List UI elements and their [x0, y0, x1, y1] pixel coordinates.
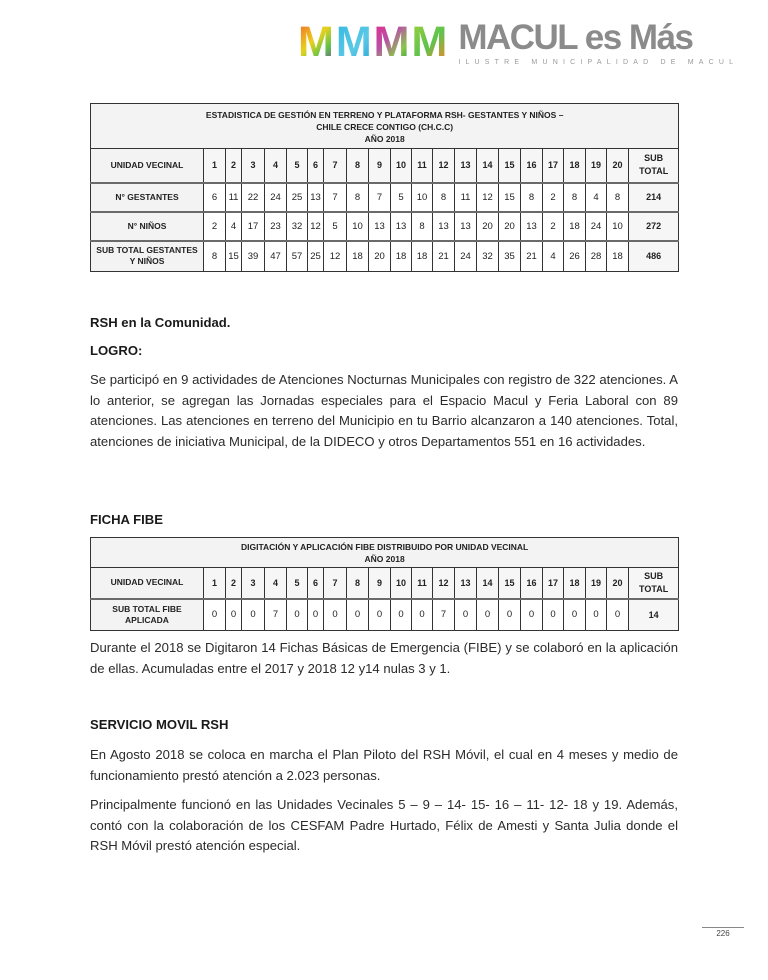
cell-value: 25 [308, 241, 324, 272]
row-label-line: Y NIÑOS [129, 256, 165, 267]
header-subtotal-line: TOTAL [639, 166, 669, 177]
cell-value: 0 [204, 599, 226, 631]
header-subtotal-line: SUB [644, 570, 664, 581]
cell-value: 0 [391, 599, 412, 631]
cell-value: 0 [564, 599, 586, 631]
cell-value: 0 [521, 599, 543, 631]
cell-value: 32 [287, 212, 308, 241]
brand-name: MACUL es Más [458, 18, 693, 57]
table-title-line: AÑO 2018 [364, 133, 405, 144]
cell-value: 10 [412, 183, 433, 212]
cell-value: 18 [412, 241, 433, 272]
cell-value: 0 [287, 599, 308, 631]
header-column: 8 [347, 568, 369, 599]
cell-value: 20 [477, 212, 499, 241]
table-title [91, 104, 679, 149]
header-column: 4 [265, 568, 287, 599]
cell-value: 32 [477, 241, 499, 272]
header-column: 19 [586, 568, 607, 599]
cell-value: 13 [433, 212, 455, 241]
row-label-line: SUB TOTAL GESTANTES [96, 245, 198, 256]
cell-value: 35 [499, 241, 521, 272]
cell-value: 10 [347, 212, 369, 241]
logo-letter: M [298, 18, 333, 66]
header-subtotal-line: SUB [644, 153, 664, 164]
header-column: 7 [324, 568, 347, 599]
row-label-line: APLICADA [125, 614, 169, 625]
header-column: 14 [477, 568, 499, 599]
header-column: 4 [265, 149, 287, 183]
row-label: N° NIÑOS [91, 212, 204, 241]
section-subheading-logro: LOGRO: [90, 343, 143, 358]
table-title-line: DIGITACIÓN Y APLICACIÓN FIBE DISTRIBUIDO POR UNIDAD VECINAL [240, 542, 529, 552]
cell-value: 2 [543, 183, 564, 212]
paragraph-movil-2: Principalmente funcionó en las Unidades Vecinales 5 – 9 – 14- 15- 16 – 11- 12- 18 y 19. Además, contó con la colaboración de los CESFAM Padre Hurtado, Félix de Amesti y Santa Julia donde el RSH Móvil prestó atención especial. [90, 797, 678, 853]
header-column: 10 [391, 568, 412, 599]
table-row [91, 183, 679, 212]
header-column: 16 [521, 149, 543, 183]
cell-value: 13 [369, 212, 391, 241]
cell-value: 18 [564, 212, 586, 241]
fibe-table [90, 537, 679, 631]
logo-letter: M [335, 18, 371, 66]
cell-value: 13 [391, 212, 412, 241]
cell-value: 20 [369, 241, 391, 272]
cell-value: 22 [242, 183, 265, 212]
header-column: 3 [242, 149, 265, 183]
paragraph-fibe: Durante el 2018 se Digitaron 14 Fichas Básicas de Emergencia (FIBE) y se colaboró en la aplicación de ellas. Acumuladas entre el 2017 y 2018 12 y14 nulas 3 y 1. [90, 640, 678, 676]
header-subtotal [629, 149, 679, 183]
header-column: 14 [477, 149, 499, 183]
cell-value: 0 [412, 599, 433, 631]
cell-value: 8 [564, 183, 586, 212]
page-number: 226 [716, 929, 730, 938]
cell-subtotal: 486 [629, 241, 679, 272]
cell-value: 0 [607, 599, 629, 631]
cell-value: 8 [204, 241, 226, 272]
cell-value: 4 [543, 241, 564, 272]
cell-value: 7 [369, 183, 391, 212]
cell-value: 11 [455, 183, 477, 212]
cell-value: 23 [265, 212, 287, 241]
cell-value: 0 [308, 599, 324, 631]
row-label: N° GESTANTES [91, 183, 204, 212]
table-row [91, 241, 679, 272]
logo-letter: M [373, 18, 409, 66]
cell-value: 4 [226, 212, 242, 241]
header-column: 12 [433, 568, 455, 599]
table-row [91, 599, 679, 631]
header-column: 9 [369, 568, 391, 599]
table-title-line: ESTADISTICA DE GESTIÓN EN TERRENO Y PLATAFORMA RSH- GESTANTES Y NIÑOS – [205, 109, 564, 120]
cell-value: 24 [455, 241, 477, 272]
table-title-line: AÑO 2018 [364, 554, 405, 564]
header-column: 13 [455, 568, 477, 599]
cell-value: 8 [607, 183, 629, 212]
header-column: 6 [308, 149, 324, 183]
header-column: 15 [499, 568, 521, 599]
paragraph-rsh: Se participó en 9 actividades de Atenciones Nocturnas Municipales con registro de 322 atenciones. A lo anterior, se agregan las Jornadas especiales para el Espacio Macul y Feria Laboral con 89 atenciones. Las atenciones en terreno del Municipio en tu Barrio alcanzaron a 140 atenciones. Total, atenciones de iniciativa Municipal, de la DIDECO y otros Departamentos 551 en 16 actividades. [90, 372, 678, 449]
cell-value: 15 [226, 241, 242, 272]
cell-value: 7 [324, 183, 347, 212]
cell-value: 47 [265, 241, 287, 272]
cell-value: 13 [521, 212, 543, 241]
cell-value: 11 [226, 183, 242, 212]
cell-value: 57 [287, 241, 308, 272]
cell-value: 24 [265, 183, 287, 212]
cell-value: 21 [433, 241, 455, 272]
cell-value: 12 [324, 241, 347, 272]
header-column: 9 [369, 149, 391, 183]
cell-value: 0 [543, 599, 564, 631]
header-column: 3 [242, 568, 265, 599]
header-column: 6 [308, 568, 324, 599]
header-column: 12 [433, 149, 455, 183]
header-label: UNIDAD VECINAL [91, 568, 204, 599]
header-column: 20 [607, 568, 629, 599]
header-column: 18 [564, 149, 586, 183]
cell-value: 8 [347, 183, 369, 212]
cell-subtotal: 272 [629, 212, 679, 241]
municipality-logo [298, 18, 739, 71]
header-column: 17 [543, 149, 564, 183]
header-column: 10 [391, 149, 412, 183]
cell-value: 7 [433, 599, 455, 631]
cell-value: 7 [265, 599, 287, 631]
cell-value: 2 [204, 212, 226, 241]
header-subtotal-line: TOTAL [639, 583, 669, 594]
header-column: 17 [543, 568, 564, 599]
table-title-line: CHILE CRECE CONTIGO (CH.C.C) [316, 121, 454, 132]
cell-value: 4 [586, 183, 607, 212]
cell-value: 28 [586, 241, 607, 272]
header-column: 15 [499, 149, 521, 183]
header-column: 8 [347, 149, 369, 183]
header-column: 18 [564, 568, 586, 599]
cell-value: 21 [521, 241, 543, 272]
cell-value: 15 [499, 183, 521, 212]
cell-value: 0 [347, 599, 369, 631]
cell-value: 18 [391, 241, 412, 272]
cell-value: 24 [586, 212, 607, 241]
header-column: 11 [412, 568, 433, 599]
cell-value: 8 [433, 183, 455, 212]
cell-value: 0 [369, 599, 391, 631]
cell-value: 2 [543, 212, 564, 241]
header-column: 16 [521, 568, 543, 599]
header-subtotal [629, 568, 679, 599]
cell-value: 12 [477, 183, 499, 212]
row-label-line: SUB TOTAL FIBE [112, 603, 182, 614]
cell-subtotal: 14 [629, 599, 679, 631]
header-column: 5 [287, 568, 308, 599]
section-heading-movil: SERVICIO MOVIL RSH [90, 717, 229, 732]
header-column: 2 [226, 568, 242, 599]
row-label [91, 599, 204, 631]
header-column: 7 [324, 149, 347, 183]
cell-value: 5 [324, 212, 347, 241]
row-label [91, 241, 204, 272]
header-label: UNIDAD VECINAL [91, 149, 204, 183]
section-heading-rsh: RSH en la Comunidad. [90, 315, 231, 330]
cell-value: 13 [308, 183, 324, 212]
cell-value: 10 [607, 212, 629, 241]
header-column: 11 [412, 149, 433, 183]
header-column: 20 [607, 149, 629, 183]
header-column: 2 [226, 149, 242, 183]
cell-value: 5 [391, 183, 412, 212]
logo-letter: M [411, 18, 447, 66]
cell-value: 0 [226, 599, 242, 631]
brand-subtitle: ILUSTRE MUNICIPALIDAD DE MACUL [458, 59, 739, 66]
cell-value: 6 [204, 183, 226, 212]
cell-value: 20 [499, 212, 521, 241]
footer-divider [702, 927, 744, 928]
logo-mark [298, 18, 447, 66]
gestantes-ninos-table [90, 103, 679, 272]
cell-value: 8 [412, 212, 433, 241]
table-header-row [91, 149, 679, 183]
cell-value: 26 [564, 241, 586, 272]
cell-value: 25 [287, 183, 308, 212]
cell-value: 0 [586, 599, 607, 631]
cell-value: 0 [477, 599, 499, 631]
paragraph-movil-1: En Agosto 2018 se coloca en marcha el Plan Piloto del RSH Móvil, el cual en 4 meses y medio de funcionamiento prestó atención a 2.023 personas. [90, 747, 678, 783]
cell-value: 18 [607, 241, 629, 272]
header-column: 1 [204, 568, 226, 599]
cell-value: 18 [347, 241, 369, 272]
section-heading-fibe: FICHA FIBE [90, 512, 163, 527]
cell-value: 12 [308, 212, 324, 241]
header-column: 5 [287, 149, 308, 183]
table-row [91, 212, 679, 241]
header-column: 1 [204, 149, 226, 183]
header-column: 13 [455, 149, 477, 183]
logo-wordmark [458, 18, 739, 66]
cell-value: 13 [455, 212, 477, 241]
table-header-row [91, 568, 679, 599]
cell-value: 0 [499, 599, 521, 631]
cell-value: 17 [242, 212, 265, 241]
cell-value: 0 [324, 599, 347, 631]
cell-value: 0 [455, 599, 477, 631]
cell-value: 0 [242, 599, 265, 631]
cell-value: 39 [242, 241, 265, 272]
header-column: 19 [586, 149, 607, 183]
cell-subtotal: 214 [629, 183, 679, 212]
cell-value: 8 [521, 183, 543, 212]
table-title [91, 538, 679, 568]
